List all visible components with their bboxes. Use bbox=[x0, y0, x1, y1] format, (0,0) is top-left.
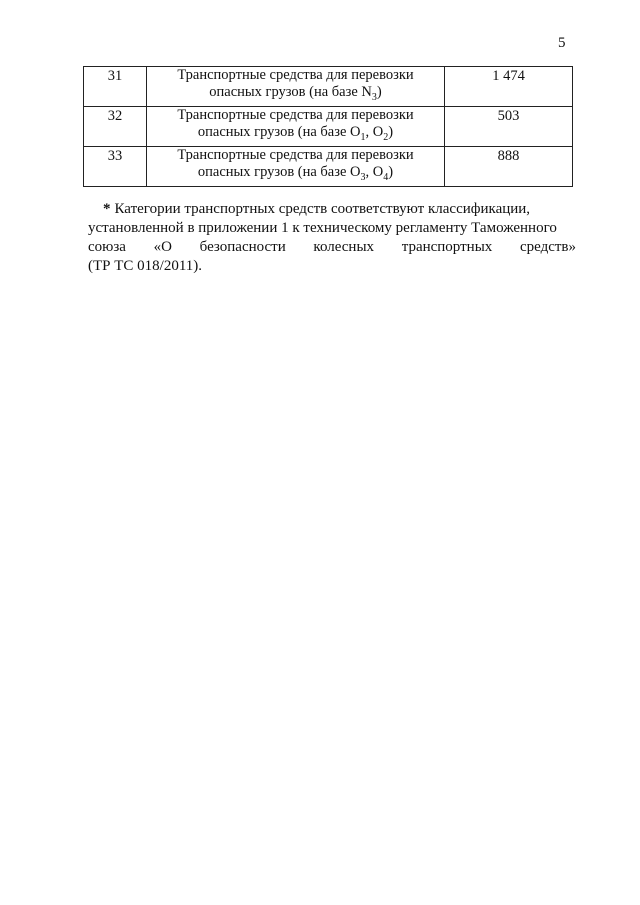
vehicle-category bbox=[147, 67, 445, 107]
footnote-line-1: * Категории транспортных средств соответствуют классификации, bbox=[103, 201, 531, 217]
category-line-1: Транспортные средства для перевозки bbox=[177, 67, 414, 83]
fee-value: 888 bbox=[445, 146, 573, 186]
table-row bbox=[84, 67, 573, 107]
fee-value: 503 bbox=[445, 106, 573, 146]
footnote-line-3: союза «О безопасности колесных транспортных средств» bbox=[88, 239, 576, 255]
row-number: 31 bbox=[84, 67, 147, 107]
table-row bbox=[84, 146, 573, 186]
category-line-1: Транспортные средства для перевозки bbox=[177, 106, 414, 123]
vehicle-category bbox=[147, 106, 445, 146]
vehicle-category bbox=[147, 146, 445, 186]
fee-value: 1 474 bbox=[445, 67, 573, 107]
footnote bbox=[88, 200, 576, 276]
table-row bbox=[84, 106, 573, 146]
footnote-marker: * bbox=[103, 201, 111, 217]
fees-table bbox=[83, 66, 573, 187]
category-line-1: Транспортные средства для перевозки bbox=[177, 146, 414, 163]
footnote-line-4: (ТР ТС 018/2011). bbox=[88, 258, 203, 274]
page-number: 5 bbox=[558, 35, 566, 51]
category-line-2: опасных грузов (на базе $O_3$, $O_4$) bbox=[197, 163, 394, 183]
category-line-2: опасных грузов (на базе $N_3$) bbox=[209, 84, 382, 103]
footnote-line-2: установленной в приложении 1 к техническому регламенту Таможенного bbox=[88, 220, 557, 236]
category-line-2: опасных грузов (на базе $O_1$, $O_2$) bbox=[197, 123, 394, 143]
row-number: 33 bbox=[84, 146, 147, 186]
row-number: 32 bbox=[84, 106, 147, 146]
